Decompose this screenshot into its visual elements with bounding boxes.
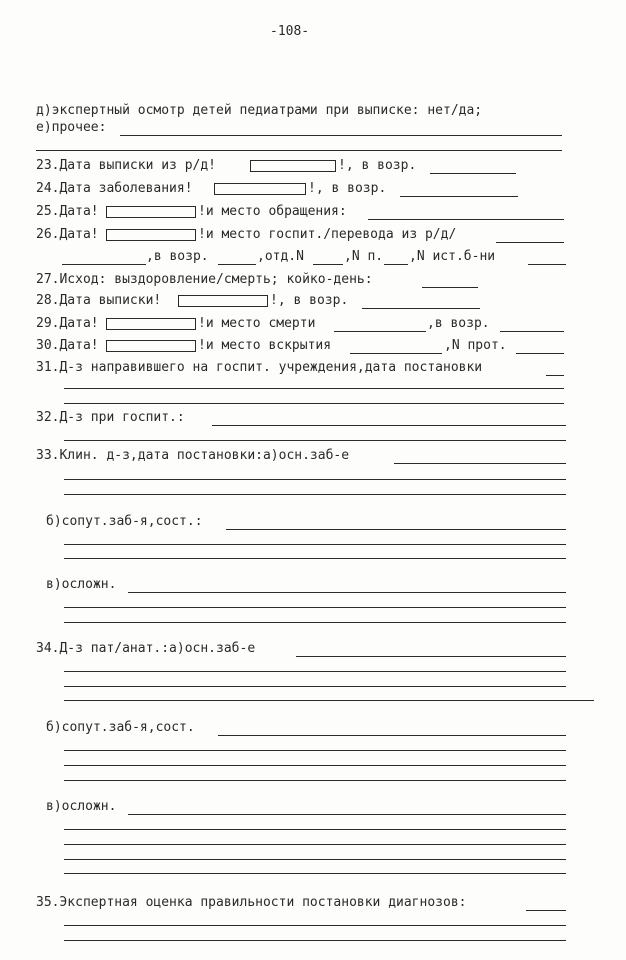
field-line[interactable] (64, 940, 566, 941)
date-box[interactable] (106, 229, 196, 241)
date-box[interactable] (106, 318, 196, 330)
field-line[interactable] (64, 859, 566, 860)
field-line[interactable] (64, 829, 566, 830)
line-q23-tail: !, в возр. (338, 158, 417, 173)
field-line[interactable] (296, 656, 566, 657)
field-line[interactable] (64, 403, 564, 404)
field-line[interactable] (36, 150, 562, 151)
field-line[interactable] (120, 135, 562, 136)
line-q25: 25.Дата! (36, 204, 99, 219)
field-line[interactable] (394, 463, 566, 464)
field-line[interactable] (64, 844, 566, 845)
field-line[interactable] (218, 264, 256, 265)
line-q31: 31.Д-з направившего на госпит. учреждения,дата постановки (36, 360, 483, 375)
line-q25-tail: !и место обращения: (198, 204, 347, 219)
field-line[interactable] (64, 750, 566, 751)
field-line[interactable] (313, 264, 343, 265)
line-q29-vozr: ,в возр. (427, 316, 490, 331)
field-line[interactable] (350, 353, 442, 354)
line-q30-tail: !и место вскрытия (198, 338, 332, 353)
field-line[interactable] (64, 765, 566, 766)
field-line[interactable] (400, 196, 518, 197)
field-line[interactable] (430, 173, 516, 174)
line-q26b: ,в возр. (146, 249, 209, 264)
line-q27: 27.Исход: выздоровление/смерть; койко-день: (36, 272, 373, 287)
line-q26b-ist: ,N ист.б-ни (409, 249, 496, 264)
field-line[interactable] (546, 375, 564, 376)
field-line[interactable] (64, 622, 566, 623)
line-q30-prot: ,N прот. (444, 338, 507, 353)
field-line[interactable] (64, 388, 564, 389)
line-q35: 35.Экспертная оценка правильности постановки диагнозов: (36, 895, 467, 910)
field-line[interactable] (218, 735, 566, 736)
field-line[interactable] (64, 873, 566, 874)
field-line[interactable] (226, 529, 566, 530)
line-q23: 23.Дата выписки из р/д! (36, 158, 217, 173)
line-q26: 26.Дата! (36, 227, 99, 242)
field-line[interactable] (64, 780, 566, 781)
line-q33: 33.Клин. д-з,дата постановки:а)осн.заб-е (36, 448, 350, 463)
field-line[interactable] (64, 558, 566, 559)
line-e: е)прочее: (36, 120, 107, 135)
field-line[interactable] (62, 264, 146, 265)
field-line[interactable] (64, 686, 566, 687)
field-line[interactable] (362, 308, 480, 309)
line-q32: 32.Д-з при госпит.: (36, 410, 185, 425)
field-line[interactable] (500, 331, 564, 332)
field-line[interactable] (64, 544, 566, 545)
field-line[interactable] (384, 264, 408, 265)
date-box[interactable] (214, 183, 306, 195)
field-line[interactable] (64, 494, 566, 495)
field-line[interactable] (212, 425, 566, 426)
field-line[interactable] (64, 607, 566, 608)
date-box[interactable] (178, 295, 268, 307)
line-q34b: б)сопут.заб-я,сост. (46, 720, 195, 735)
line-q26-tail: !и место госпит./перевода из р/д/ (198, 227, 457, 242)
field-line[interactable] (334, 331, 426, 332)
page-number: -108- (270, 24, 310, 39)
date-box[interactable] (106, 340, 196, 352)
field-line[interactable] (128, 814, 566, 815)
line-q33b: б)сопут.заб-я,сост.: (46, 514, 203, 529)
field-line[interactable] (128, 592, 566, 593)
field-line[interactable] (64, 700, 594, 701)
field-line[interactable] (516, 353, 564, 354)
line-q24: 24.Дата заболевания! (36, 181, 193, 196)
line-q28-tail: !, в возр. (270, 293, 349, 308)
field-line[interactable] (422, 287, 478, 288)
line-q34: 34.Д-з пат/анат.:а)осн.заб-е (36, 641, 256, 656)
field-line[interactable] (64, 925, 566, 926)
line-q33c: в)осложн. (46, 577, 117, 592)
date-box[interactable] (106, 206, 196, 218)
line-q29-tail: !и место смерти (198, 316, 316, 331)
field-line[interactable] (64, 479, 566, 480)
line-q24-tail: !, в возр. (308, 181, 387, 196)
field-line[interactable] (496, 242, 564, 243)
field-line[interactable] (526, 910, 566, 911)
line-q29: 29.Дата! (36, 316, 99, 331)
line-q26b-otd: ,отд.N (257, 249, 304, 264)
field-line[interactable] (64, 671, 566, 672)
line-q34c: в)осложн. (46, 799, 117, 814)
field-line[interactable] (64, 440, 566, 441)
date-box[interactable] (250, 160, 336, 172)
line-q26b-np: ,N п. (344, 249, 384, 264)
line-q28: 28.Дата выписки! (36, 293, 162, 308)
field-line[interactable] (528, 264, 566, 265)
line-q30: 30.Дата! (36, 338, 99, 353)
field-line[interactable] (368, 219, 564, 220)
line-d: д)экспертный осмотр детей педиатрами при выписке: нет/да; (36, 103, 483, 118)
